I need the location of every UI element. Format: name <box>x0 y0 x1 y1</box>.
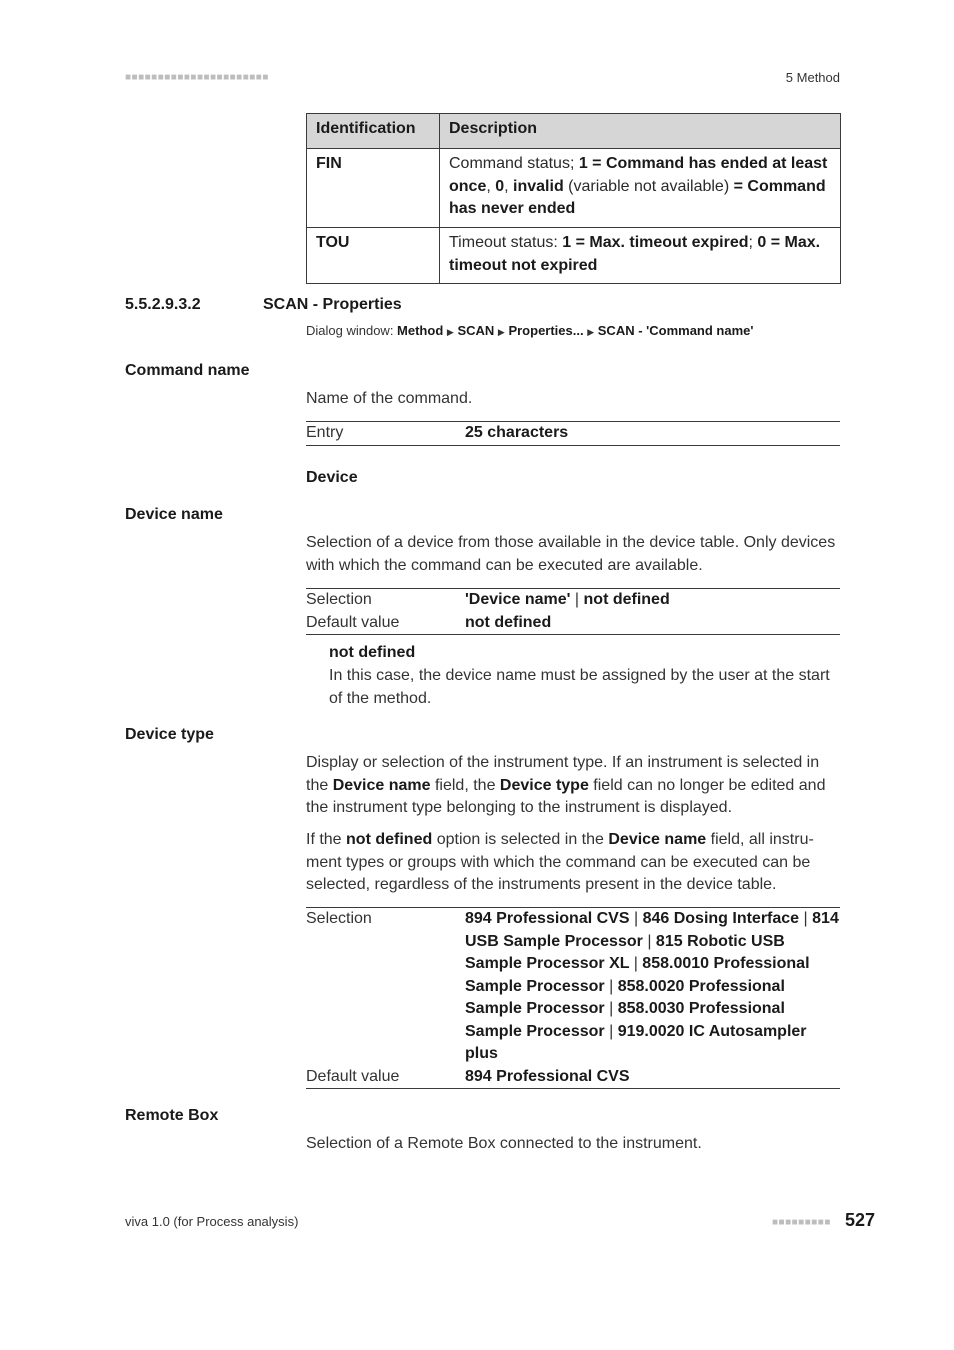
option-separator: | <box>609 1000 614 1017</box>
path-item: Properties... <box>508 323 584 338</box>
text-run: Timeout status: <box>449 234 563 251</box>
option-separator: | <box>609 977 614 995</box>
footer-decoration: ■■■■■■■■■ <box>772 1217 831 1228</box>
text-run: 0 <box>495 177 505 195</box>
device-type-paragraph-2 <box>306 829 841 897</box>
not-defined-title: not defined <box>329 644 416 661</box>
remote-box-description: Selection of a Remote Box connected to the instrument. <box>306 1135 702 1152</box>
entry-value: 25 characters <box>465 424 569 441</box>
option-separator: | <box>574 591 580 608</box>
option-separator: | <box>803 910 808 927</box>
not-defined-description: In this case, the device name must be assigned by the user at the start of the method. <box>329 667 830 707</box>
entry-row <box>306 422 840 445</box>
selection-row <box>306 589 840 612</box>
text-run: , <box>504 177 514 195</box>
path-separator-icon: ▶ <box>446 327 454 337</box>
text-run: 0 = Max. timeout not expired <box>449 234 821 274</box>
selection-option: 858.0030 Professional Sample Processor <box>465 1000 785 1040</box>
selection-option: not defined <box>583 591 670 608</box>
default-key: Default value <box>306 1067 400 1085</box>
table-header-identification: Identification <box>307 114 440 149</box>
default-value: 894 Professional CVS <box>465 1067 630 1085</box>
text-run: ; <box>748 234 758 251</box>
row-description <box>440 149 841 228</box>
selection-option: 858.0020 Professional Sample Processor <box>465 977 785 1017</box>
path-separator-icon: ▶ <box>587 327 595 337</box>
entry-key: Entry <box>306 424 344 441</box>
default-row <box>306 612 840 635</box>
selection-key: Selection <box>306 591 372 608</box>
option-separator: | <box>609 1022 614 1040</box>
device-type-label: Device type <box>125 726 214 743</box>
section-number: 5.5.2.9.3.2 <box>125 296 201 313</box>
command-name-description: Name of the command. <box>306 390 473 407</box>
text-run: Device type <box>499 776 589 794</box>
default-value: not defined <box>465 613 552 631</box>
text-run: Command status; <box>449 155 579 172</box>
table-row <box>307 149 841 228</box>
text-run: not defined <box>346 831 433 848</box>
path-separator-icon: ▶ <box>497 327 505 337</box>
device-subheading: Device <box>306 469 358 486</box>
text-run: , <box>486 177 496 195</box>
selection-option: 814 USB Sample Processor <box>465 910 839 950</box>
table-row <box>307 228 841 284</box>
header-decoration: ■■■■■■■■■■■■■■■■■■■■■■ <box>125 72 269 83</box>
chapter-title: 5 Method <box>785 70 840 85</box>
remote-box-label: Remote Box <box>125 1107 219 1124</box>
default-key: Default value <box>306 613 400 631</box>
text-run: Display or selection of the instrument type. If an instrument is selected in the <box>306 754 820 794</box>
text-run: 1 = Max. timeout expired <box>562 234 749 251</box>
device-name-values-table <box>306 588 840 635</box>
selection-option: 'Device name' <box>465 591 571 608</box>
selection-values <box>465 589 840 612</box>
selection-row <box>306 908 840 1066</box>
selection-values <box>465 908 840 1066</box>
selection-key: Selection <box>306 910 372 927</box>
device-name-description: Selection of a device from those available in the device table. Only devices with which the command can be executed are available. <box>306 534 836 574</box>
text-run: invalid <box>513 177 564 195</box>
selection-option: 846 Dosing Interface <box>642 910 800 927</box>
command-name-entry-table <box>306 421 840 446</box>
row-identification: TOU <box>307 228 440 284</box>
text-run: 1 = Command has ended at least once <box>449 155 828 195</box>
text-run: field can no longer be edited and the instrument type belonging to the instrument is displayed. <box>306 776 826 816</box>
text-run: If the <box>306 831 347 848</box>
identification-table <box>306 113 841 284</box>
dialog-prefix: Dialog window: <box>306 323 398 338</box>
table-header-description: Description <box>440 114 841 149</box>
text-run: = Command has never ended <box>449 177 826 217</box>
text-run: Device name <box>608 831 707 848</box>
text-run: (variable not available) <box>563 177 734 195</box>
selection-option: 858.0010 Professional Sample Processor <box>465 955 810 995</box>
text-run: Device name <box>332 776 431 794</box>
footer-product: viva 1.0 (for Process analysis) <box>125 1214 299 1229</box>
selection-option: 894 Professional CVS <box>465 910 630 927</box>
path-item: SCAN - 'Command name' <box>597 323 754 338</box>
row-description <box>440 228 841 284</box>
page-number: 527 <box>845 1210 876 1230</box>
option-separator: | <box>647 932 652 950</box>
path-item: SCAN <box>457 323 495 338</box>
default-row <box>306 1066 840 1089</box>
device-name-label: Device name <box>125 506 223 523</box>
text-run: option is selected in the <box>432 831 609 848</box>
command-name-label: Command name <box>125 362 250 379</box>
device-type-paragraph-1 <box>306 752 841 820</box>
text-run: field, the <box>430 776 500 794</box>
section-title: SCAN - Properties <box>263 296 402 313</box>
text-run: field, all instrument types or groups with which the command can be executed can be selected, regardless of the instruments present in the device table. <box>306 831 814 893</box>
selection-option: 815 Robotic USB Sample Processor XL <box>465 932 785 972</box>
row-identification: FIN <box>307 149 440 228</box>
device-type-values-table <box>306 907 840 1089</box>
selection-option: 919.0020 IC Autosampler plus <box>465 1022 807 1062</box>
dialog-path <box>306 323 753 338</box>
path-item: Method <box>397 323 444 338</box>
option-separator: | <box>633 910 639 927</box>
option-separator: | <box>633 955 638 972</box>
